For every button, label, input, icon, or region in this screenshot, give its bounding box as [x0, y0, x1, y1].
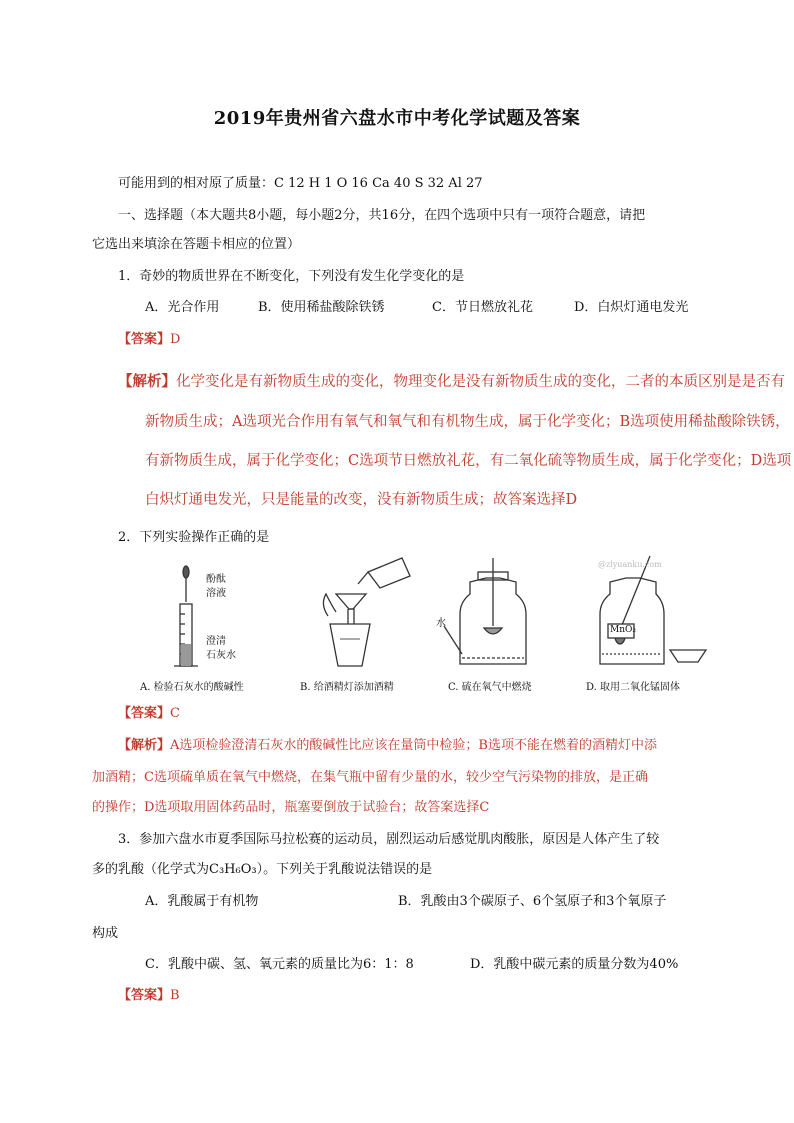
analysis-text: A选项检验澄清石灰水的酸碱性比应该在量筒中检验；B选项不能在燃着的酒精灯中添	[170, 738, 657, 753]
answer-label: 【答案】	[118, 706, 171, 721]
q1-option-c: C．节日燃放礼花	[432, 300, 533, 315]
watermark: @zlyuanku.com	[598, 560, 662, 569]
alcohol-lamp-icon	[323, 558, 410, 666]
answer-label: 【答案】	[118, 988, 171, 1003]
caption-d: D. 取用二氧化锰固体	[586, 682, 681, 693]
q3-option-c: C．乳酸中碳、氢、氧元素的质量比为6：1：8	[145, 957, 414, 972]
q1-answer	[118, 331, 180, 349]
q3-stem-line1: 3．参加六盘水市夏季国际马拉松赛的运动员，剧烈运动后感觉肌肉酸胀，原因是人体产生了较	[118, 832, 660, 847]
reagent-bottle-icon	[600, 556, 706, 664]
label-limewater-1: 澄清	[206, 636, 226, 647]
caption-a: A. 检验石灰水的酸碱性	[140, 682, 244, 693]
section-heading-line1: 一、选择题（本大题共8小题，每小题2分，共16分，在四个选项中只有一项符合题意，请把	[118, 208, 646, 223]
atomic-masses: 可能用到的相对原了质量：C 12 H 1 O 16 Ca 40 S 32 Al 27	[118, 176, 483, 191]
label-phenolphthalein-2: 溶液	[206, 588, 226, 599]
q1-analysis-line4: 白炽灯通电发光，只是能量的改变，没有新物质生成；故答案选择D	[145, 492, 578, 508]
q3-option-b-continued: 构成	[92, 926, 119, 941]
q1-option-d: D．白炽灯通电发光	[574, 300, 689, 315]
analysis-text: 化学变化是有新物质生成的变化，物理变化是没有新物质生成的变化，二者的本质区别是是否有	[176, 374, 785, 390]
section-heading-line2: 它选出来填涂在答题卡相应的位置）	[92, 237, 301, 252]
analysis-label: 【解析】	[118, 373, 176, 390]
page-title: 2019年贵州省六盘水市中考化学试题及答案	[213, 108, 581, 129]
q2-stem: 2．下列实验操作正确的是	[118, 530, 270, 545]
caption-b: B. 给酒精灯添加酒精	[300, 682, 394, 693]
q2-analysis-line1	[118, 737, 657, 755]
q1-stem: 1．奇妙的物质世界在不断变化，下列没有发生化学变化的是	[118, 269, 465, 284]
q3-option-a: A．乳酸属于有机物	[145, 894, 259, 909]
q3-option-b: B．乳酸由3个碳原子、6个氢原子和3个氧原子	[398, 894, 667, 909]
q1-analysis-line3: 有新物质生成，属于化学变化；C选项节日燃放礼花，有二氧化硫等物质生成，属于化学变化；D选项	[145, 453, 792, 469]
q1-option-b: B．使用稀盐酸除铁锈	[258, 300, 385, 315]
answer-label: 【答案】	[118, 332, 171, 347]
q1-analysis-line1	[118, 372, 785, 392]
gas-jar-icon	[444, 558, 526, 664]
q2-analysis-line3: 的操作；D选项取用固体药品时，瓶塞要倒放于试验台；故答案选择C	[92, 800, 490, 815]
answer-value: C	[170, 706, 180, 721]
answer-value: D	[170, 332, 181, 347]
q3-stem-line2: 多的乳酸（化学式为C₃H₆O₃）。下列关于乳酸说法错误的是	[92, 862, 433, 877]
lab-apparatus-illustration	[140, 554, 730, 696]
q1-analysis-line2: 新物质生成；A选项光合作用有氧气和氧气和有机物生成，属于化学变化；B选项使用稀盐酸除铁锈，	[145, 414, 790, 430]
graduated-cylinder-icon	[174, 566, 198, 666]
label-phenolphthalein-1: 酚酞	[206, 574, 226, 585]
q1-option-a: A．光合作用	[145, 300, 220, 315]
q3-answer	[118, 987, 180, 1005]
analysis-label: 【解析】	[118, 738, 171, 753]
label-mno2: MnO₂	[610, 625, 636, 635]
q2-answer	[118, 705, 180, 723]
label-limewater-2: 石灰水	[206, 650, 236, 661]
label-water: 水	[436, 618, 446, 629]
q2-analysis-line2: 加酒精；C选项硫单质在氧气中燃烧，在集气瓶中留有少量的水，较少空气污染物的排放，是正确	[92, 770, 648, 785]
q2-figure	[140, 554, 730, 696]
q3-option-d: D．乳酸中碳元素的质量分数为40%	[470, 957, 679, 972]
answer-value: B	[170, 988, 180, 1003]
caption-c: C. 硫在氧气中燃烧	[448, 682, 532, 693]
